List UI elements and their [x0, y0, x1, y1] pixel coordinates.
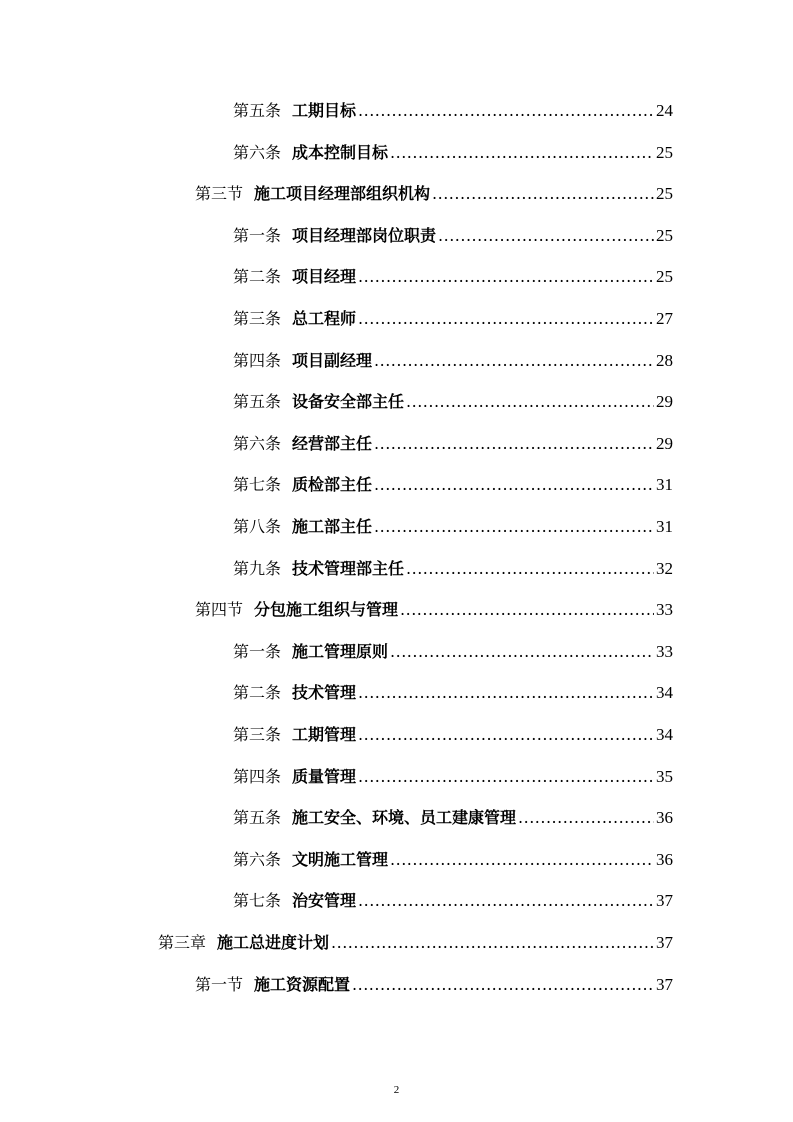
toc-entry-page: 27: [656, 309, 673, 328]
toc-entry[interactable]: [233, 804, 673, 828]
toc-entry-label: 第六条: [233, 849, 282, 869]
toc-entry[interactable]: [233, 388, 673, 412]
dot-leader: [374, 517, 654, 537]
toc-entry-page: 34: [656, 683, 673, 703]
toc-entry-page: 28: [656, 350, 673, 370]
toc-entry-page: 29: [656, 392, 673, 412]
toc-entry[interactable]: [233, 471, 673, 495]
dot-leader: [518, 808, 654, 828]
toc-entry[interactable]: [233, 721, 673, 745]
toc-entry-label: 第一条: [233, 225, 282, 245]
toc-entry[interactable]: [233, 513, 673, 537]
toc-entry-label: 第三节: [195, 184, 244, 204]
toc-entry-page: 31: [656, 517, 673, 536]
toc-entry-label: 第六条: [233, 142, 282, 162]
dot-leader: [358, 101, 654, 121]
toc-entry-title: 质检部主任: [292, 475, 373, 495]
page-number: 2: [393, 1084, 400, 1096]
toc-entry-page: 32: [656, 558, 673, 578]
dot-leader: [390, 143, 654, 163]
toc-entry-title: 质量管理: [292, 766, 357, 786]
toc-entry[interactable]: [233, 139, 673, 163]
toc-entry-title: 工期目标: [292, 101, 357, 120]
toc-entry[interactable]: [158, 929, 673, 953]
toc-entry-page: 25: [656, 184, 673, 204]
dot-leader: [374, 351, 654, 371]
toc-entry[interactable]: [233, 846, 673, 870]
dot-leader: [374, 475, 654, 495]
toc-entry-title: 总工程师: [292, 309, 357, 328]
toc-entry-page: 31: [656, 475, 673, 495]
toc-entry-title: 施工项目经理部组织机构: [254, 184, 431, 204]
toc-entry-label: 第三章: [158, 933, 207, 952]
toc-entry-title: 经营部主任: [292, 433, 373, 453]
toc-entry-label: 第二条: [233, 267, 282, 287]
dot-leader: [406, 392, 654, 412]
toc-entry[interactable]: [233, 763, 673, 787]
toc-entry[interactable]: [195, 180, 673, 204]
toc-entry-title: 工期管理: [292, 725, 357, 744]
toc-entry-label: 第四节: [195, 600, 244, 620]
toc-entry-title: 技术管理: [292, 683, 357, 703]
toc-entry-label: 第一条: [233, 641, 282, 661]
toc-entry-label: 第一节: [195, 974, 244, 994]
dot-leader: [358, 683, 654, 703]
toc-entry[interactable]: [233, 347, 673, 371]
toc-entry[interactable]: [233, 679, 673, 703]
toc-entry-page: 25: [656, 267, 673, 287]
dot-leader: [374, 434, 654, 454]
toc-entry-page: 29: [656, 433, 673, 453]
dot-leader: [390, 850, 654, 870]
dot-leader: [358, 267, 654, 287]
toc-entry[interactable]: [233, 305, 673, 329]
dot-leader: [358, 891, 654, 911]
toc-entry-label: 第五条: [233, 392, 282, 412]
toc-entry[interactable]: [195, 971, 673, 995]
toc-entry-page: 34: [656, 725, 673, 744]
toc-entry[interactable]: [233, 887, 673, 911]
toc-entry-page: 25: [656, 225, 673, 245]
toc-entry[interactable]: [233, 555, 673, 579]
toc-entry-title: 施工管理原则: [292, 641, 389, 661]
toc-entry[interactable]: [233, 638, 673, 662]
toc-entry[interactable]: [233, 263, 673, 287]
toc-entry-label: 第八条: [233, 517, 282, 536]
toc-entry-page: 37: [656, 933, 673, 952]
toc-entry-page: 33: [656, 600, 673, 620]
toc-entry-label: 第三条: [233, 725, 282, 744]
toc-entry-label: 第七条: [233, 891, 282, 911]
toc-entry-title: 项目经理: [292, 267, 357, 287]
toc-entry-page: 35: [656, 766, 673, 786]
toc-entry-label: 第七条: [233, 475, 282, 495]
toc-entry-title: 治安管理: [292, 891, 357, 911]
dot-leader: [400, 600, 654, 620]
toc-entry[interactable]: [233, 222, 673, 246]
toc-entry-label: 第五条: [233, 808, 282, 828]
dot-leader: [352, 975, 654, 995]
toc-entry-title: 技术管理部主任: [292, 558, 405, 578]
toc-entry-title: 施工部主任: [292, 517, 373, 536]
toc-entry-title: 施工资源配置: [254, 974, 351, 994]
dot-leader: [438, 226, 654, 246]
toc-entry-title: 分包施工组织与管理: [254, 600, 399, 620]
toc-entry-page: 24: [656, 101, 673, 120]
toc-entry-title: 设备安全部主任: [292, 392, 405, 412]
toc-entry-title: 施工安全、环境、员工建康管理: [292, 808, 517, 828]
toc-entry-title: 施工总进度计划: [217, 933, 330, 952]
toc-entry[interactable]: [195, 596, 673, 620]
toc-entry-label: 第三条: [233, 309, 282, 328]
toc-entry-page: 37: [656, 974, 673, 994]
toc-entry-label: 第五条: [233, 101, 282, 120]
dot-leader: [358, 725, 654, 745]
toc-entry-label: 第二条: [233, 683, 282, 703]
dot-leader: [331, 933, 654, 953]
toc-entry-title: 文明施工管理: [292, 849, 389, 869]
toc-entry-label: 第四条: [233, 350, 282, 370]
toc-entry-label: 第四条: [233, 766, 282, 786]
dot-leader: [390, 642, 654, 662]
toc-entry-label: 第六条: [233, 433, 282, 453]
toc-entry-label: 第九条: [233, 558, 282, 578]
toc-entry-title: 项目经理部岗位职责: [292, 225, 437, 245]
toc-entry-page: 37: [656, 891, 673, 911]
dot-leader: [432, 184, 654, 204]
toc-entry-title: 成本控制目标: [292, 142, 389, 162]
toc-entry[interactable]: [233, 97, 673, 121]
dot-leader: [358, 767, 654, 787]
toc-entry-page: 33: [656, 641, 673, 661]
toc-entry-page: 36: [656, 849, 673, 869]
toc-entry[interactable]: [233, 430, 673, 454]
toc-entry-page: 25: [656, 142, 673, 162]
dot-leader: [406, 559, 654, 579]
toc-entry-page: 36: [656, 808, 673, 828]
dot-leader: [358, 309, 654, 329]
toc-entry-title: 项目副经理: [292, 350, 373, 370]
